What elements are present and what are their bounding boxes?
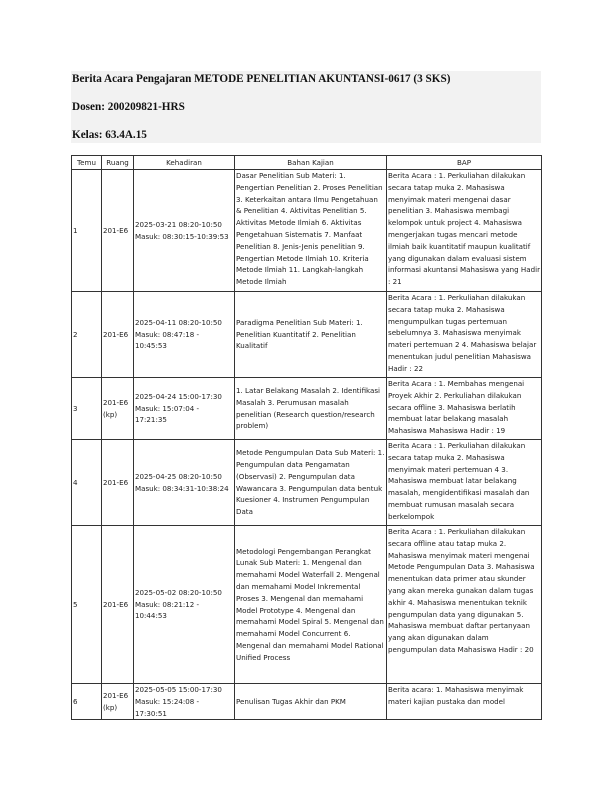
kehadiran-cell: 2025-04-11 08:20-10:50 Masuk: 08:47:18 - 10:45:53: [134, 292, 235, 378]
ruang-cell: 201-E6 (kp): [102, 378, 134, 440]
bahan-kajian-cell: Paradigma Penelitian Sub Materi: 1. Penelitian Kuantitatif 2. Penelitian Kualitatif: [235, 292, 387, 378]
bahan-kajian-cell: Dasar Penelitian Sub Materi: 1. Pengertian Penelitian 2. Proses Penelitian 3. Keterkaitan antara Ilmu Pengetahuan & Penelitian 4. Aktivitas Penelitian 5. Aktivitas Metode Ilmiah 6. Aktivitas Pengetahuan Sistematis 7. Manfaat Penelitian 8. Jenis-Jenis penelitian 9. Pengertian Metode Ilmiah 10. Kriteria Metode Ilmiah 11. Langkah-langkah Metode Ilmiah: [235, 170, 387, 292]
col-header-bap: BAP: [387, 156, 542, 170]
kehadiran-cell: 2025-04-25 08:20-10:50 Masuk: 08:34:31-10:38:24: [134, 440, 235, 526]
kehadiran-cell: 2025-05-05 15:00-17:30 Masuk: 15:24:08 - 17:30:51: [134, 684, 235, 720]
table-row: [72, 440, 542, 526]
bap-table: [71, 155, 542, 720]
bap-cell: Berita Acara : 1. Perkuliahan dilakukan secara tatap muka 2. Mahasiswa menyimak materi pertemuan 4 3. Mahasiswa membuat latar belakang masalah, mengidentifikasi masalah dan membuat rumusan masalah secara berkelompok: [387, 440, 542, 526]
kehadiran-cell: 2025-04-24 15:00-17:30 Masuk: 15:07:04 - 17:21:35: [134, 378, 235, 440]
temu-cell: 4: [72, 440, 102, 526]
table-row: [72, 292, 542, 378]
bahan-kajian-cell: Metode Pengumpulan Data Sub Materi: 1. Pengumpulan data Pengamatan (Observasi) 2. Pengumpulan data Wawancara 3. Pengumpulan data bentuk Kuesioner 4. Instrumen Pengumpulan Data: [235, 440, 387, 526]
col-header-bahan-kajian: Bahan Kajian: [235, 156, 387, 170]
bap-cell: Berita Acara : 1. Perkuliahan dilakukan secara offline atau tatap muka 2. Mahasiswa menyimak materi mengenai Metode Pengumpulan Data 3. Mahasiswa menentukan data primer atau skunder yang akan mereka gunakan dalam tugas akhir 4. Mahasiswa menentukan teknik pengumpulan data yang digunakan 5. Mahasiswa membuat daftar pertanyaan yang akan digunakan dalam pengumpulan data Mahasiswa Hadir : 20: [387, 526, 542, 684]
kelas-label: Kelas: 63.4A.15: [72, 129, 147, 141]
bap-cell: Berita Acara : 1. Perkuliahan dilakukan secara tatap muka 2. Mahasiswa mengumpulkan tugas pertemuan sebelumnya 3. Mahasiswa menyimak materi pertemuan 2 4. Mahasiswa belajar menentukan judul penelitian Mahasiswa Hadir : 22: [387, 292, 542, 378]
bahan-kajian-cell: Metodologi Pengembangan Perangkat Lunak Sub Materi: 1. Mengenal dan memahami Model Waterfall 2. Mengenal dan memahami Model Inkremental Proses 3. Mengenal dan memahami Model Prototype 4. Mengenal dan memahami Model Spiral 5. Mengenal dan memahami Model Concurrent 6. Mengenal dan memahami Model Rational Unified Process: [235, 526, 387, 684]
temu-cell: 3: [72, 378, 102, 440]
kehadiran-cell: 2025-03-21 08:20-10:50 Masuk: 08:30:15-10:39:53: [134, 170, 235, 292]
col-header-ruang: Ruang: [102, 156, 134, 170]
ruang-cell: 201-E6: [102, 440, 134, 526]
table-row: [72, 526, 542, 684]
bap-cell: Berita Acara : 1. Membahas mengenai Proyek Akhir 2. Perkuliahan dilakukan secara offline 3. Mahasiswa berlatih membuat latar belakang masalah Mahasiswa Mahasiswa Hadir : 19: [387, 378, 542, 440]
bahan-kajian-cell: 1. Latar Belakang Masalah 2. Identifikasi Masalah 3. Perumusan masalah penelitian (Research question/research problem): [235, 378, 387, 440]
table-row: [72, 170, 542, 292]
col-header-kehadiran: Kehadiran: [134, 156, 235, 170]
temu-cell: 1: [72, 170, 102, 292]
bap-cell: Berita acara: 1. Mahasiswa menyimak materi kajian pustaka dan model: [387, 684, 542, 720]
table-row: [72, 378, 542, 440]
table-row: [72, 684, 542, 720]
temu-cell: 6: [72, 684, 102, 720]
table-header-row: [72, 156, 542, 170]
temu-cell: 2: [72, 292, 102, 378]
bap-cell: Berita Acara : 1. Perkuliahan dilakukan secara tatap muka 2. Mahasiswa menyimak materi mengenai dasar penelitian 3. Mahasiswa membagi kelompok untuk project 4. Mahasiswa mengerjakan tugas mencari metode ilmiah baik kuantitatif maupun kualitatif yang digunakan dalam evaluasi sistem informasi akuntansi Mahasiswa yang Hadir : 21: [387, 170, 542, 292]
ruang-cell: 201-E6: [102, 292, 134, 378]
col-header-temu: Temu: [72, 156, 102, 170]
temu-cell: 5: [72, 526, 102, 684]
ruang-cell: 201-E6: [102, 170, 134, 292]
bahan-kajian-cell: Penulisan Tugas Akhir dan PKM: [235, 684, 387, 720]
document-title: Berita Acara Pengajaran METODE PENELITIAN AKUNTANSI-0617 (3 SKS): [72, 73, 451, 85]
kehadiran-cell: 2025-05-02 08:20-10:50 Masuk: 08:21:12 - 10:44:53: [134, 526, 235, 684]
dosen-label: Dosen: 200209821-HRS: [72, 101, 185, 113]
ruang-cell: 201-E6: [102, 526, 134, 684]
ruang-cell: 201-E6 (kp): [102, 684, 134, 720]
